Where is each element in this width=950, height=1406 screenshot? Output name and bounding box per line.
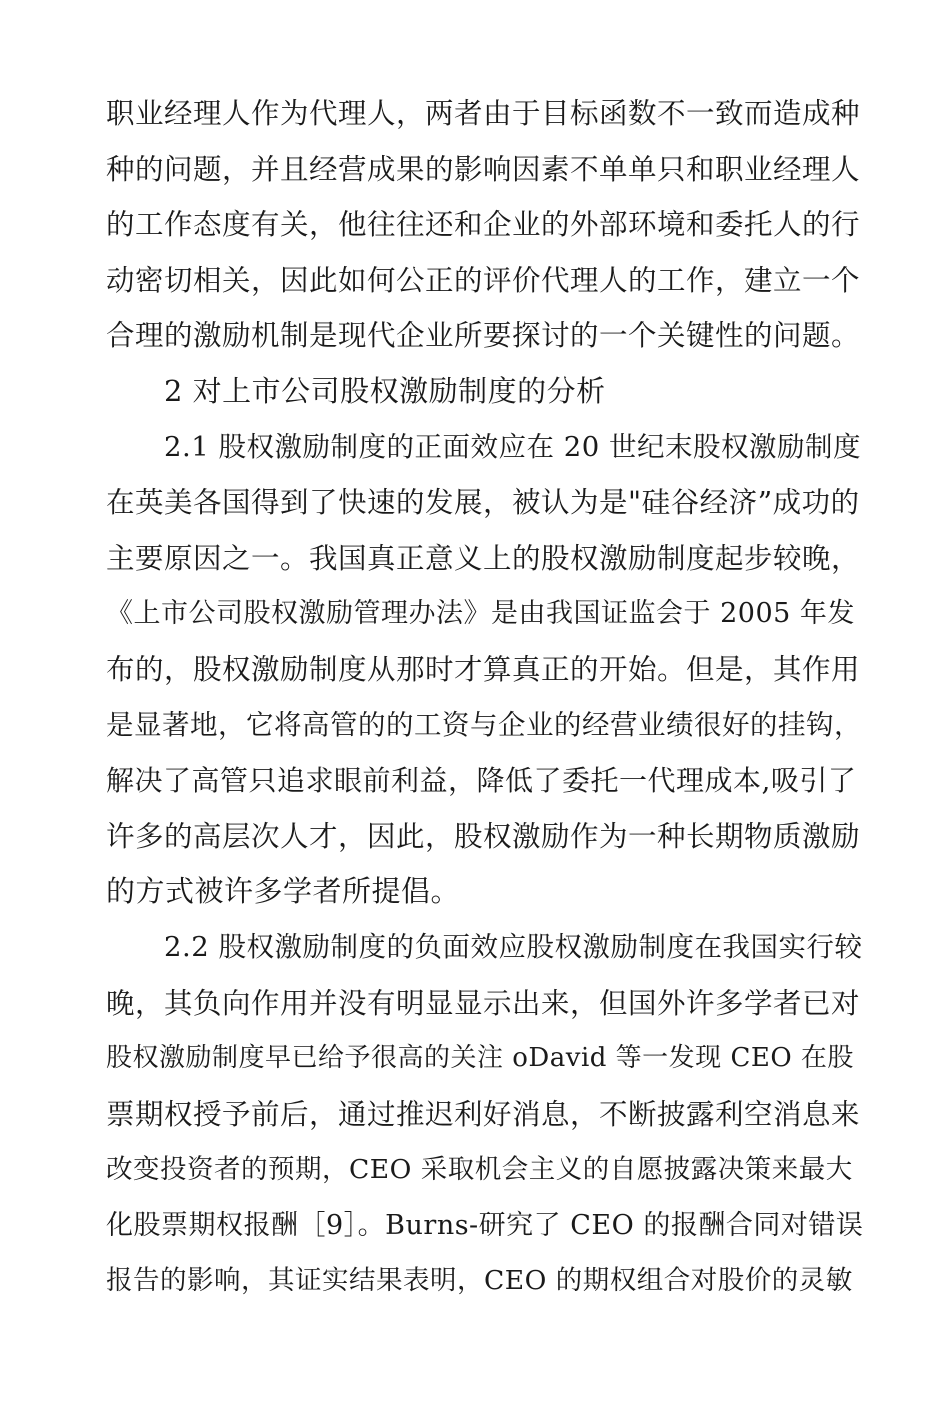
paragraph-positive-effect: [106, 420, 866, 920]
text-line: 合理的激励机制是现代企业所要探讨的一个关键性的问题。: [106, 319, 861, 353]
text-line: 票期权授予前后，通过推迟利好消息，不断披露利空消息来: [106, 1097, 861, 1131]
text-line: 化股票期权报酬［9］。Burns-研究了 CEO 的报酬合同对错误: [106, 1209, 864, 1241]
text-line: 是显著地，它将高管的的工资与企业的经营业绩很好的挂钩，: [106, 708, 862, 741]
text-line: 的工作态度有关，他往往还和企业的外部环境和委托人的行: [106, 208, 861, 242]
paragraph-principal-agent: [106, 86, 866, 364]
paragraph-negative-effect: [106, 920, 866, 1309]
text-line: 晚，其负向作用并没有明显显示出来，但国外许多学者已对: [106, 986, 861, 1020]
section-heading: [106, 364, 866, 420]
text-line: 布的，股权激励制度从那时才算真正的开始。但是，其作用: [106, 652, 861, 686]
heading-line: 2 对上市公司股权激励制度的分析: [164, 373, 606, 408]
text-line: 报告的影响，其证实结果表明，CEO 的期权组合对股价的灵敏: [106, 1265, 853, 1297]
text-line: 的方式被许多学者所提倡。: [106, 874, 461, 909]
text-line: 2.1 股权激励制度的正面效应在 20 世纪末股权激励制度: [164, 430, 861, 463]
body-text: [106, 86, 866, 1309]
text-line: 改变投资者的预期，CEO 采取机会主义的自愿披露决策来最大: [106, 1154, 853, 1186]
text-line: 2.2 股权激励制度的负面效应股权激励制度在我国实行较: [164, 930, 863, 963]
text-line: 《上市公司股权激励管理办法》是由我国证监会于 2005 年发: [106, 598, 855, 630]
text-line: 股权激励制度早已给予很高的关注 oDavid 等一发现 CEO 在股: [106, 1043, 854, 1074]
text-line: 主要原因之一。我国真正意义上的股权激励制度起步较晚，: [106, 541, 861, 575]
text-line: 职业经理人作为代理人，两者由于目标函数不一致而造成种: [106, 97, 861, 130]
text-line: 许多的高层次人才，因此，股权激励作为一种长期物质激励: [106, 819, 861, 853]
text-line: 动密切相关，因此如何公正的评价代理人的工作，建立一个: [106, 263, 861, 297]
text-line: 在英美各国得到了快速的发展，被认为是"硅谷经济”成功的: [106, 486, 860, 520]
text-line: 种的问题，并且经营成果的影响因素不单单只和职业经理人: [106, 152, 861, 186]
text-line: 解决了高管只追求眼前利益，降低了委托一代理成本,吸引了: [106, 764, 857, 798]
